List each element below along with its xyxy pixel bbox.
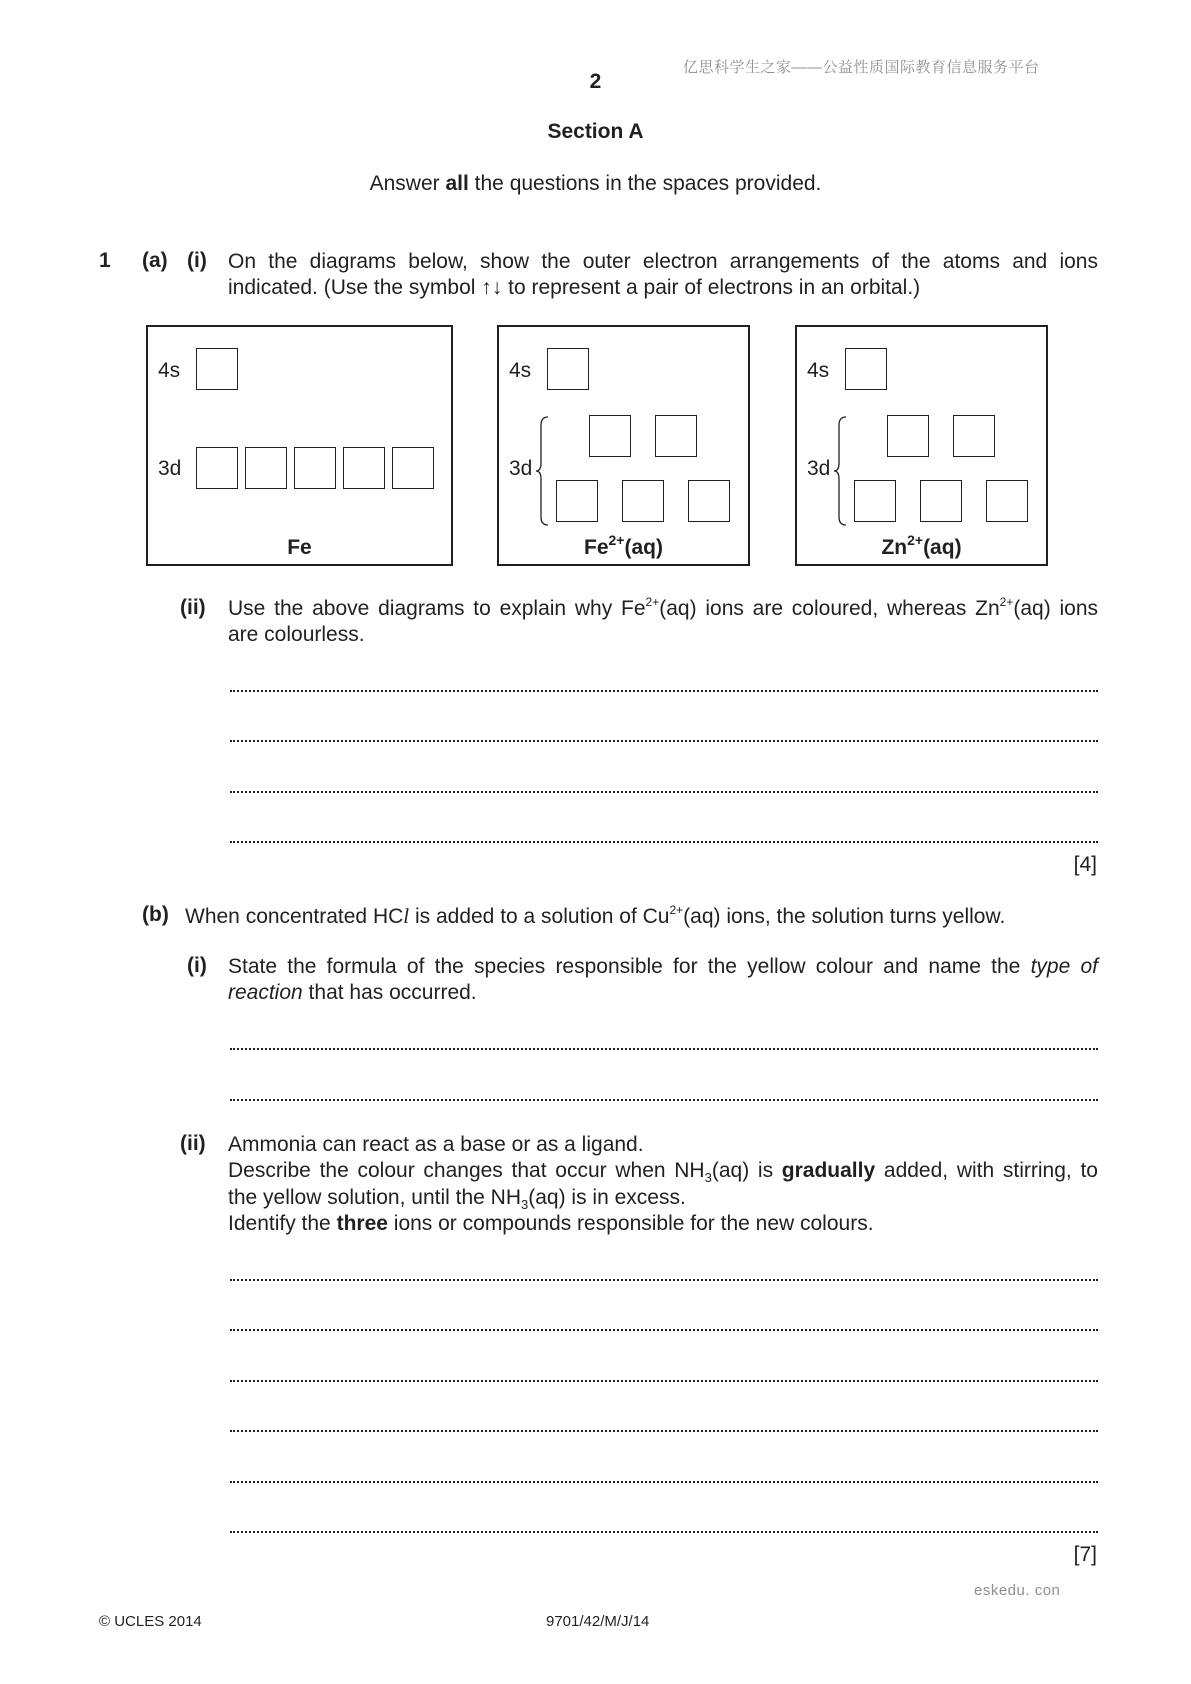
diagram-fe2-aq <box>497 325 750 566</box>
answer-line[interactable] <box>230 737 1098 742</box>
curly-brace-icon <box>535 415 551 527</box>
diagram-caption: $Zn^{2+}(aq)$ <box>881 532 962 559</box>
orbital-3d-box[interactable] <box>986 480 1028 522</box>
diagram-caption: Fe <box>287 536 312 559</box>
orbital-3d-box[interactable] <box>196 447 238 489</box>
orbital-3d-box[interactable] <box>920 480 962 522</box>
subpart-i-label: (i) <box>187 249 207 272</box>
answer-line[interactable] <box>230 1427 1098 1432</box>
answer-line[interactable] <box>230 1096 1098 1101</box>
part-b-label: (b) <box>142 903 169 926</box>
question-text-line: indicated. (Use the symbol ↑↓ to represent a pair of electrons in an orbital.) <box>228 276 921 299</box>
marks-allocation: [4] <box>1073 853 1097 876</box>
answer-line[interactable] <box>230 1276 1098 1281</box>
question-text-line: Ammonia can react as a base or as a ligand. <box>228 1133 644 1156</box>
label-4s: 4s <box>158 359 181 382</box>
orbital-3d-box[interactable] <box>589 415 631 457</box>
orbital-3d-box[interactable] <box>392 447 434 489</box>
label-4s: 4s <box>509 359 532 382</box>
orbital-3d-box[interactable] <box>854 480 896 522</box>
orbital-4s-box[interactable] <box>845 348 887 390</box>
subpart-i-label: (i) <box>187 954 207 977</box>
answer-line[interactable] <box>230 788 1098 793</box>
page-number: 2 <box>589 70 602 93</box>
question-text-line: the yellow solution, until the $NH_3(aq)$ is in excess. <box>228 1186 686 1212</box>
footer-copyright: © UCLES 2014 <box>99 1613 202 1630</box>
subpart-ii-label: (ii) <box>180 596 206 619</box>
instruction: Answer all the questions in the spaces provided. <box>369 172 822 195</box>
orbital-3d-box[interactable] <box>655 415 697 457</box>
label-3d: 3d <box>807 457 831 480</box>
orbital-3d-box[interactable] <box>245 447 287 489</box>
question-text-line: reaction that has occurred. <box>228 981 477 1004</box>
curly-brace-icon <box>833 415 849 527</box>
orbital-3d-box[interactable] <box>887 415 929 457</box>
orbital-3d-box[interactable] <box>953 415 995 457</box>
label-4s: 4s <box>807 359 830 382</box>
question-number: 1 <box>99 249 111 272</box>
diagram-caption: $Fe^{2+}(aq)$ <box>584 532 663 559</box>
subpart-ii-label: (ii) <box>180 1132 206 1155</box>
orbital-4s-box[interactable] <box>547 348 589 390</box>
orbital-3d-box[interactable] <box>556 480 598 522</box>
part-a-label: (a) <box>142 249 168 272</box>
question-text-line: Identify the three ions or compounds responsible for the new colours. <box>228 1212 874 1235</box>
answer-line[interactable] <box>230 1478 1098 1483</box>
answer-line[interactable] <box>230 1528 1098 1533</box>
answer-line[interactable] <box>230 1045 1098 1050</box>
question-text-line: Describe the colour changes that occur when $NH_3(aq)$ is gradually added, with stirring, to <box>228 1159 1098 1185</box>
diagram-fe <box>146 325 453 566</box>
question-text-line: On the diagrams below, show the outer electron arrangements of the atoms and ions <box>228 250 1098 273</box>
question-text-line: State the formula of the species responsible for the yellow colour and name the type of <box>228 955 1098 978</box>
orbital-3d-box[interactable] <box>294 447 336 489</box>
question-text-line: Use the above diagrams to explain why $Fe^{2+}(aq)$ ions are coloured, whereas $Zn^{2+}(aq)$ ions <box>228 595 1098 620</box>
watermark-top: 亿思科学生之家——公益性质国际教育信息服务平台 <box>683 59 1040 76</box>
diagram-zn2-aq <box>795 325 1048 566</box>
orbital-3d-box[interactable] <box>688 480 730 522</box>
answer-line[interactable] <box>230 838 1098 843</box>
question-text-line: When concentrated HCl is added to a solution of $Cu^{2+}(aq)$ ions, the solution turns yellow. <box>185 903 1006 928</box>
answer-line[interactable] <box>230 687 1098 692</box>
orbital-4s-box[interactable] <box>196 348 238 390</box>
footer-paper-code: 9701/42/M/J/14 <box>546 1613 650 1630</box>
section-title: Section A <box>547 120 644 143</box>
question-text-line: are colourless. <box>228 623 365 646</box>
marks-allocation: [7] <box>1073 1543 1097 1566</box>
orbital-3d-box[interactable] <box>343 447 385 489</box>
label-3d: 3d <box>158 457 182 480</box>
orbital-3d-box[interactable] <box>622 480 664 522</box>
label-3d: 3d <box>509 457 533 480</box>
watermark-bottom: eskedu. con <box>974 1582 1061 1599</box>
answer-line[interactable] <box>230 1326 1098 1331</box>
answer-line[interactable] <box>230 1377 1098 1382</box>
